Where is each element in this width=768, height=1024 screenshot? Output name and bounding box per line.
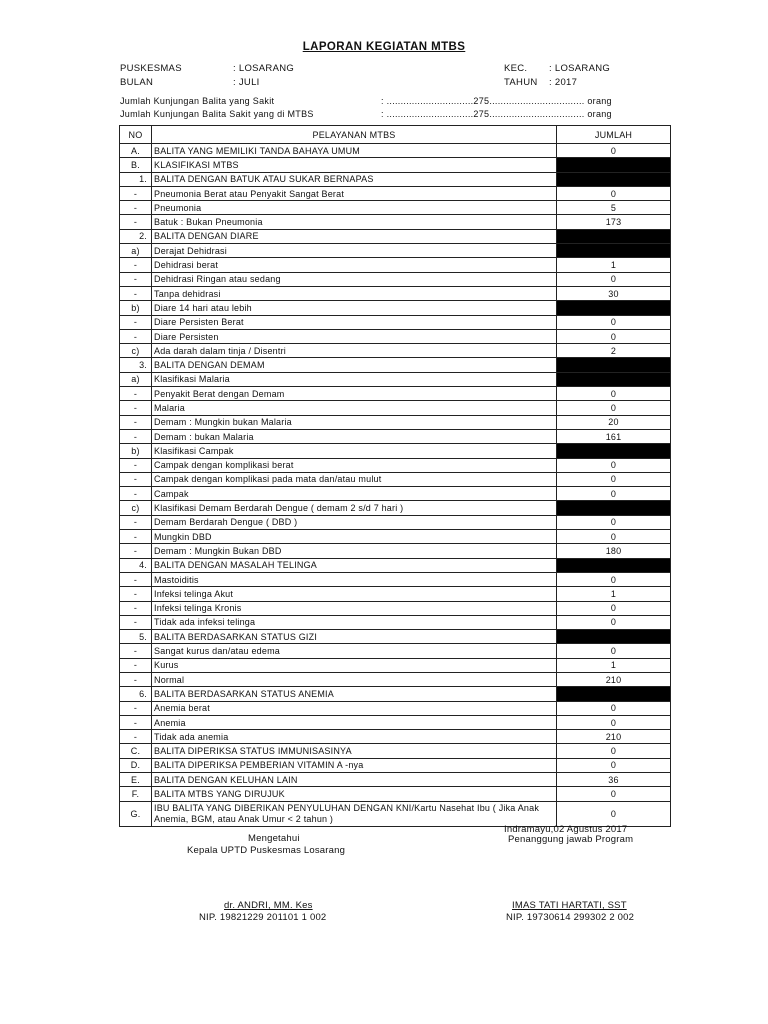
row-no: b) xyxy=(120,444,152,458)
table-header-row xyxy=(120,126,671,144)
row-pelayanan: Penyakit Berat dengan Demam xyxy=(152,387,557,401)
table-row xyxy=(120,701,671,715)
row-no: E. xyxy=(120,773,152,787)
table-row xyxy=(120,572,671,586)
row-jumlah: 0 xyxy=(557,487,671,501)
kepala-nip: NIP. 19821229 201101 1 002 xyxy=(199,912,327,923)
row-jumlah: 0 xyxy=(557,644,671,658)
table-row xyxy=(120,201,671,215)
row-no: D. xyxy=(120,758,152,772)
table-row xyxy=(120,387,671,401)
row-jumlah: 0 xyxy=(557,515,671,529)
table-row xyxy=(120,229,671,243)
row-no: - xyxy=(120,272,152,286)
row-jumlah: 0 xyxy=(557,801,671,826)
row-no: 3. xyxy=(120,358,152,372)
row-pelayanan: IBU BALITA YANG DIBERIKAN PENYULUHAN DENGAN KNI/Kartu Nasehat Ibu ( Jika Anak Anemia, BGM, atau Anak Umur < 2 tahun ) xyxy=(152,801,557,826)
row-jumlah xyxy=(557,558,671,572)
row-no: - xyxy=(120,401,152,415)
table-row xyxy=(120,530,671,544)
table-row xyxy=(120,658,671,672)
report-title xyxy=(0,41,768,53)
table-row xyxy=(120,358,671,372)
row-jumlah: 0 xyxy=(557,329,671,343)
row-no: - xyxy=(120,201,152,215)
puskesmas-value: : LOSARANG xyxy=(233,63,295,74)
row-pelayanan: Diare 14 hari atau lebih xyxy=(152,301,557,315)
mengetahui-label: Mengetahui xyxy=(248,833,300,844)
row-pelayanan: BALITA DENGAN DEMAM xyxy=(152,358,557,372)
row-pelayanan: Demam Berdarah Dengue ( DBD ) xyxy=(152,515,557,529)
row-jumlah xyxy=(557,244,671,258)
row-jumlah: 1 xyxy=(557,658,671,672)
row-no: - xyxy=(120,387,152,401)
row-pelayanan: BALITA DENGAN KELUHAN LAIN xyxy=(152,773,557,787)
row-jumlah: 210 xyxy=(557,730,671,744)
row-no: - xyxy=(120,572,152,586)
table-row xyxy=(120,587,671,601)
row-no: 1. xyxy=(120,172,152,186)
row-pelayanan: Ada darah dalam tinja / Disentri xyxy=(152,344,557,358)
table-row xyxy=(120,458,671,472)
kepala-title: Kepala UPTD Puskesmas Losarang xyxy=(187,845,346,856)
table-row xyxy=(120,687,671,701)
pj-name: IMAS TATI HARTATI, SST xyxy=(512,900,627,911)
row-no: A. xyxy=(120,144,152,158)
bulan-label: BULAN xyxy=(120,77,154,88)
row-no: - xyxy=(120,587,152,601)
row-no: - xyxy=(120,730,152,744)
row-no: - xyxy=(120,601,152,615)
table-row xyxy=(120,715,671,729)
row-no: 2. xyxy=(120,229,152,243)
table-row xyxy=(120,258,671,272)
row-jumlah: 0 xyxy=(557,615,671,629)
row-no: - xyxy=(120,672,152,686)
kec-value: : LOSARANG xyxy=(549,63,611,74)
table-row xyxy=(120,144,671,158)
row-no: a) xyxy=(120,244,152,258)
row-jumlah: 0 xyxy=(557,315,671,329)
row-jumlah: 36 xyxy=(557,773,671,787)
row-no: - xyxy=(120,701,152,715)
row-jumlah xyxy=(557,687,671,701)
row-pelayanan: BALITA DENGAN DIARE xyxy=(152,229,557,243)
row-jumlah xyxy=(557,630,671,644)
table-row xyxy=(120,558,671,572)
row-pelayanan: BALITA DIPERIKSA PEMBERIAN VITAMIN A -nya xyxy=(152,758,557,772)
table-row xyxy=(120,515,671,529)
row-jumlah xyxy=(557,301,671,315)
row-pelayanan: Mungkin DBD xyxy=(152,530,557,544)
row-pelayanan: Campak dengan komplikasi pada mata dan/atau mulut xyxy=(152,472,557,486)
row-pelayanan: Klasifikasi Demam Berdarah Dengue ( demam 2 s/d 7 hari ) xyxy=(152,501,557,515)
row-jumlah: 173 xyxy=(557,215,671,229)
table-row xyxy=(120,444,671,458)
row-pelayanan: Campak dengan komplikasi berat xyxy=(152,458,557,472)
row-no: - xyxy=(120,658,152,672)
row-jumlah xyxy=(557,172,671,186)
row-no: - xyxy=(120,515,152,529)
table-row xyxy=(120,344,671,358)
row-jumlah: 0 xyxy=(557,401,671,415)
row-jumlah xyxy=(557,444,671,458)
kec-label: KEC. xyxy=(504,63,528,74)
report-title-text: LAPORAN KEGIATAN MTBS xyxy=(302,41,466,53)
header-no: NO xyxy=(120,126,152,144)
row-pelayanan: Anemia berat xyxy=(152,701,557,715)
row-no: - xyxy=(120,715,152,729)
row-no: - xyxy=(120,329,152,343)
table-row xyxy=(120,773,671,787)
row-jumlah xyxy=(557,372,671,386)
row-jumlah: 0 xyxy=(557,387,671,401)
row-no: b) xyxy=(120,301,152,315)
table-row xyxy=(120,730,671,744)
row-no: - xyxy=(120,315,152,329)
row-no: - xyxy=(120,530,152,544)
row-pelayanan: Batuk : Bukan Pneumonia xyxy=(152,215,557,229)
row-no: - xyxy=(120,186,152,200)
row-jumlah: 20 xyxy=(557,415,671,429)
table-row xyxy=(120,329,671,343)
row-no: c) xyxy=(120,344,152,358)
kunjungan-sakit-label: Jumlah Kunjungan Balita yang Sakit xyxy=(120,96,275,106)
row-no: - xyxy=(120,215,152,229)
row-pelayanan: Mastoiditis xyxy=(152,572,557,586)
row-pelayanan: KLASIFIKASI MTBS xyxy=(152,158,557,172)
kepala-name: dr. ANDRI, MM. Kes xyxy=(224,900,313,911)
table-row xyxy=(120,429,671,443)
table-row xyxy=(120,787,671,801)
row-pelayanan: Kurus xyxy=(152,658,557,672)
row-no: c) xyxy=(120,501,152,515)
kunjungan-mtbs-label: Jumlah Kunjungan Balita Sakit yang di MTBS xyxy=(120,109,314,119)
table-row xyxy=(120,758,671,772)
row-jumlah: 0 xyxy=(557,701,671,715)
row-jumlah: 0 xyxy=(557,186,671,200)
row-pelayanan: Diare Persisten Berat xyxy=(152,315,557,329)
table-row xyxy=(120,215,671,229)
row-no: F. xyxy=(120,787,152,801)
row-pelayanan: Campak xyxy=(152,487,557,501)
row-pelayanan: Tidak ada infeksi telinga xyxy=(152,615,557,629)
row-jumlah: 0 xyxy=(557,715,671,729)
place-date: Indramayu,02 Agustus 2017 xyxy=(504,824,628,835)
pj-title: Penanggung jawab Program xyxy=(508,834,634,845)
table-row xyxy=(120,644,671,658)
row-jumlah: 0 xyxy=(557,787,671,801)
row-pelayanan: BALITA DIPERIKSA STATUS IMMUNISASINYA xyxy=(152,744,557,758)
table-row xyxy=(120,158,671,172)
row-pelayanan: BALITA DENGAN BATUK ATAU SUKAR BERNAPAS xyxy=(152,172,557,186)
row-jumlah xyxy=(557,358,671,372)
table-row xyxy=(120,372,671,386)
table-row xyxy=(120,501,671,515)
table-row xyxy=(120,672,671,686)
row-pelayanan: Diare Persisten xyxy=(152,329,557,343)
row-jumlah: 0 xyxy=(557,272,671,286)
row-no: - xyxy=(120,286,152,300)
row-jumlah: 2 xyxy=(557,344,671,358)
table-row xyxy=(120,315,671,329)
table-row xyxy=(120,544,671,558)
header-jumlah: JUMLAH xyxy=(557,126,671,144)
row-no: - xyxy=(120,258,152,272)
row-jumlah: 30 xyxy=(557,286,671,300)
table-row xyxy=(120,244,671,258)
table-row xyxy=(120,601,671,615)
row-pelayanan: Sangat kurus dan/atau edema xyxy=(152,644,557,658)
row-no: - xyxy=(120,415,152,429)
row-jumlah: 0 xyxy=(557,744,671,758)
row-jumlah: 0 xyxy=(557,472,671,486)
row-jumlah: 1 xyxy=(557,258,671,272)
row-no: - xyxy=(120,544,152,558)
puskesmas-label: PUSKESMAS xyxy=(120,63,182,74)
table-row xyxy=(120,744,671,758)
table-row xyxy=(120,272,671,286)
row-pelayanan: BALITA BERDASARKAN STATUS GIZI xyxy=(152,630,557,644)
tahun-label: TAHUN xyxy=(504,77,538,88)
row-pelayanan: Dehidrasi Ringan atau sedang xyxy=(152,272,557,286)
table-row xyxy=(120,472,671,486)
row-no: - xyxy=(120,458,152,472)
table-row xyxy=(120,630,671,644)
table-row xyxy=(120,615,671,629)
row-pelayanan: Malaria xyxy=(152,401,557,415)
row-jumlah: 180 xyxy=(557,544,671,558)
row-jumlah: 5 xyxy=(557,201,671,215)
row-no: - xyxy=(120,487,152,501)
row-no: - xyxy=(120,429,152,443)
row-pelayanan: BALITA BERDASARKAN STATUS ANEMIA xyxy=(152,687,557,701)
row-pelayanan: Dehidrasi berat xyxy=(152,258,557,272)
table-row xyxy=(120,172,671,186)
row-pelayanan: Tanpa dehidrasi xyxy=(152,286,557,300)
row-jumlah: 0 xyxy=(557,572,671,586)
row-pelayanan: Tidak ada anemia xyxy=(152,730,557,744)
kunjungan-mtbs-value: : ...............................275.................................. orang xyxy=(381,109,612,119)
row-no: a) xyxy=(120,372,152,386)
bulan-value: : JULI xyxy=(233,77,260,88)
row-jumlah: 0 xyxy=(557,144,671,158)
pj-nip: NIP. 19730614 299302 2 002 xyxy=(506,912,635,923)
table-row xyxy=(120,186,671,200)
row-pelayanan: Normal xyxy=(152,672,557,686)
table-row xyxy=(120,801,671,826)
row-jumlah: 161 xyxy=(557,429,671,443)
row-pelayanan: Derajat Dehidrasi xyxy=(152,244,557,258)
row-jumlah: 0 xyxy=(557,530,671,544)
row-pelayanan: BALITA DENGAN MASALAH TELINGA xyxy=(152,558,557,572)
row-no: B. xyxy=(120,158,152,172)
row-pelayanan: Klasifikasi Malaria xyxy=(152,372,557,386)
table-row xyxy=(120,401,671,415)
row-no: 6. xyxy=(120,687,152,701)
row-jumlah xyxy=(557,501,671,515)
table-row xyxy=(120,286,671,300)
row-jumlah: 210 xyxy=(557,672,671,686)
row-jumlah xyxy=(557,229,671,243)
row-pelayanan: Infeksi telinga Akut xyxy=(152,587,557,601)
row-jumlah: 0 xyxy=(557,758,671,772)
kunjungan-sakit-value: : ...............................275.................................. orang xyxy=(381,96,612,106)
table-row xyxy=(120,415,671,429)
row-pelayanan: Demam : Mungkin Bukan DBD xyxy=(152,544,557,558)
row-pelayanan: BALITA YANG MEMILIKI TANDA BAHAYA UMUM xyxy=(152,144,557,158)
row-no: G. xyxy=(120,801,152,826)
row-pelayanan: Pneumonia Berat atau Penyakit Sangat Berat xyxy=(152,186,557,200)
tahun-value: : 2017 xyxy=(549,77,578,88)
row-no: 5. xyxy=(120,630,152,644)
row-pelayanan: Demam : Mungkin bukan Malaria xyxy=(152,415,557,429)
row-pelayanan: Anemia xyxy=(152,715,557,729)
row-pelayanan: BALITA MTBS YANG DIRUJUK xyxy=(152,787,557,801)
row-no: C. xyxy=(120,744,152,758)
row-pelayanan: Demam : bukan Malaria xyxy=(152,429,557,443)
mtbs-table xyxy=(119,125,671,827)
row-jumlah xyxy=(557,158,671,172)
header-pelayanan: PELAYANAN MTBS xyxy=(152,126,557,144)
row-no: - xyxy=(120,644,152,658)
row-jumlah: 0 xyxy=(557,601,671,615)
row-jumlah: 1 xyxy=(557,587,671,601)
row-pelayanan: Pneumonia xyxy=(152,201,557,215)
row-jumlah: 0 xyxy=(557,458,671,472)
row-pelayanan: Klasifikasi Campak xyxy=(152,444,557,458)
table-row xyxy=(120,301,671,315)
row-pelayanan: Infeksi telinga Kronis xyxy=(152,601,557,615)
row-no: 4. xyxy=(120,558,152,572)
row-no: - xyxy=(120,615,152,629)
table-row xyxy=(120,487,671,501)
row-no: - xyxy=(120,472,152,486)
